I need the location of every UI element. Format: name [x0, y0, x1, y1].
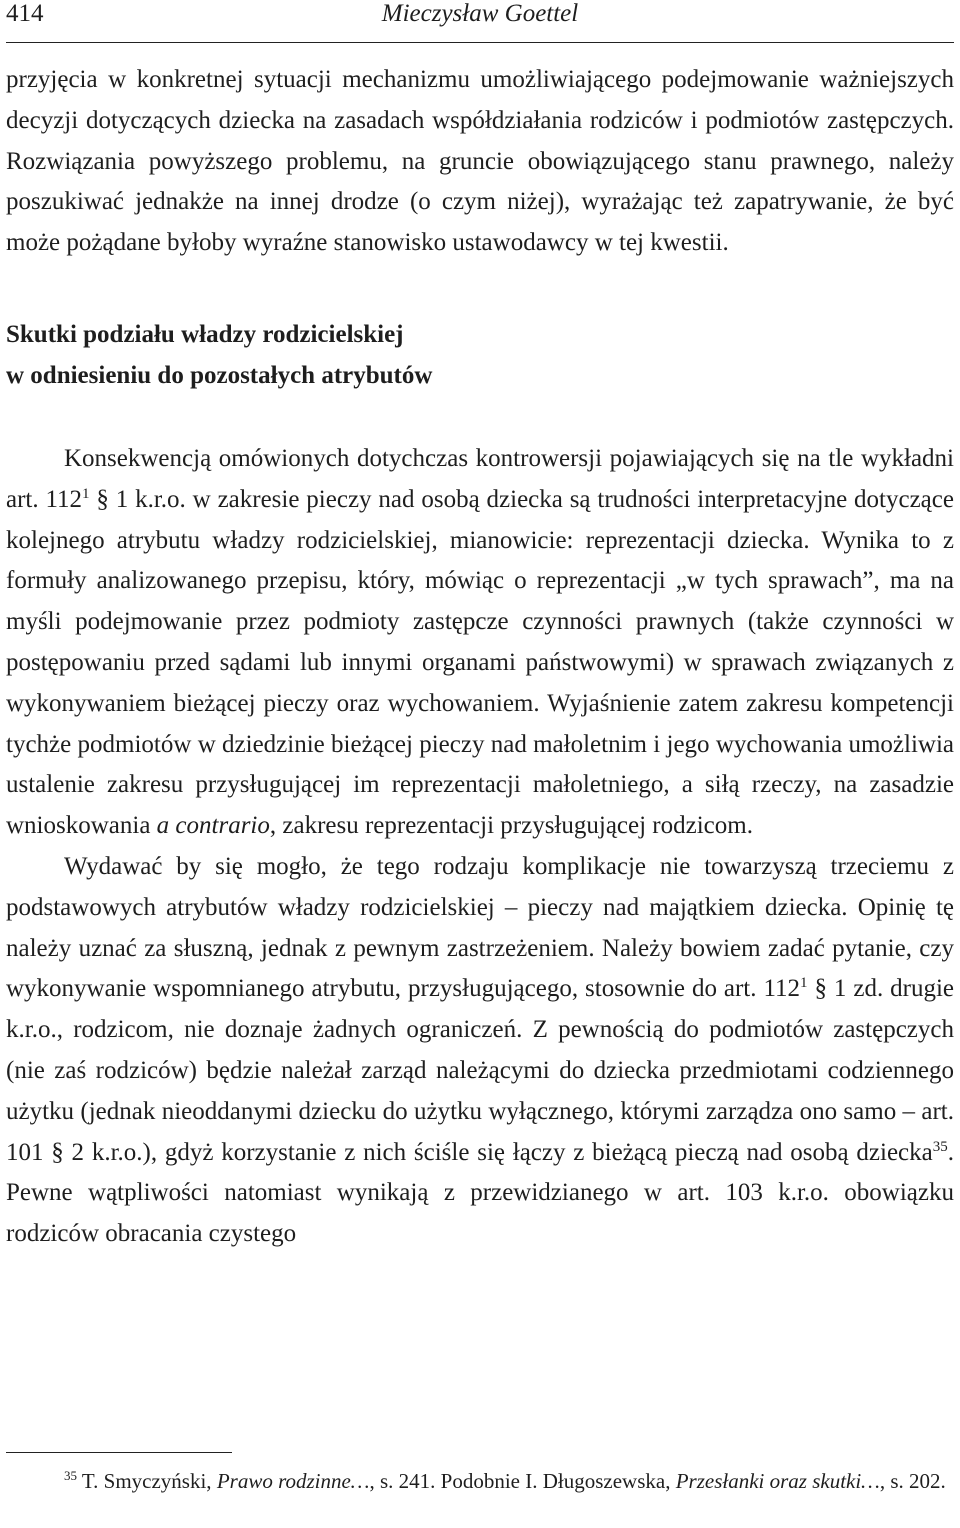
paragraph-text: , zakresu reprezentacji przysługującej rodzicom.: [269, 812, 753, 840]
running-head-author: Mieczysław Goettel: [381, 0, 579, 27]
paragraph-text: przyjęcia w konkretnej sytuacji mechanizmu umożliwiającego podejmowanie ważniejszych decyzji dotyczących dziecka na zasadach współdziałania rodziców i podmiotów zastępczych. Rozwiązania powyższego problemu, na gruncie obowiązującego stanu prawnego, należy poszukiwać jednakże na innej drodze (o czym niżej), wyrażając też zapatrywanie, że być może pożądane byłoby wyraźne stanowisko ustawodawcy w tej kwestii.: [6, 66, 954, 257]
footnote-title: Prawo rodzinne…: [216, 1469, 370, 1493]
paragraph: [6, 847, 954, 1255]
footnote-text: T. Smyczyński,: [77, 1469, 217, 1493]
paragraph: [6, 439, 954, 847]
paragraph-text: Konsekwencją omówionych dotychczas kontrowersji pojawiających się na tle wykładni art. 112: [6, 444, 954, 513]
paragraph-continued: [6, 60, 954, 264]
page-number: 414: [6, 0, 44, 27]
paragraph-text: Wydawać by się mogło, że tego rodzaju komplikacje nie towarzyszą trzeciemu z podstawowych atrybutów władzy rodzicielskiej – pieczy nad majątkiem dziecka. Opinię tę należy uznać za słuszną, jednak z pewnym zastrzeżeniem. Należy bowiem zadać pytanie, czy wykonywanie wspomnianego atrybutu, przysługującego, stosownie do art. 112: [6, 852, 954, 1003]
section-heading: [6, 314, 954, 396]
footnote-title: Przesłanki oraz skutki…: [675, 1469, 880, 1493]
section-heading-line-1: Skutki podziału władzy rodzicielskiej: [6, 320, 404, 348]
footnote: [6, 1466, 954, 1496]
superscript: 1: [82, 485, 90, 502]
main-text: [6, 60, 954, 1255]
footnote-number: 35: [64, 1468, 77, 1483]
footnote-text: , s. 202.: [879, 1469, 946, 1493]
paragraph-text: . Pewne wątpliwości natomiast wynikają z przewidzianego w art. 103 k.r.o. obowiązku rodziców obracania czystego: [6, 1138, 954, 1248]
paragraph-text: § 1 zd. drugie k.r.o., rodzicom, nie doznaje żadnych ograniczeń. Z pewnością do podmiotów zastępczych (nie zaś rodziców) będzie należał zarząd należącymi do dziecka przedmiotami codziennego użytku (jednak nieoddanymi dziecku do użytku wyłącznego, którymi zarządza ono samo – art. 101 § 2 k.r.o.), gdyż korzystanie z nich ściśle się łączy z bieżącą pieczą nad osobą dziecka: [6, 975, 955, 1166]
superscript: 1: [800, 975, 808, 992]
footnote-reference[interactable]: 35: [932, 1138, 948, 1155]
section-heading-line-2: w odniesieniu do pozostałych atrybutów: [6, 361, 433, 389]
footnote-divider: [6, 1452, 232, 1453]
footnote-text: , s. 241. Podobnie I. Długoszewska,: [369, 1469, 676, 1493]
italic-phrase: a contrario: [156, 812, 270, 840]
paragraph-text: § 1 k.r.o. w zakresie pieczy nad osobą dziecka są trudności interpretacyjne dotyczące kolejnego atrybutu władzy rodzicielskiej, mianowicie: reprezentacji dziecka. Wynika to z formuły analizowanego przepisu, który, mówiąc o reprezentacji „w tych sprawach”, ma na myśli podejmowanie przez podmioty zastępcze czynności prawnych (także czynności w postępowaniu przed sądami lub innymi organami państwowymi) w sprawach związanych z wykonywaniem bieżącej pieczy oraz wychowaniem. Wyjaśnienie zatem zakresu kompetencji tychże podmiotów w dziedzinie bieżącej pieczy nad małoletnim i jego wychowania umożliwia ustalenie zakresu przysługującej im reprezentacji małoletniego, a siłą rzeczy, na zasadzie wnioskowania: [6, 485, 954, 840]
page-header: [6, 0, 954, 43]
